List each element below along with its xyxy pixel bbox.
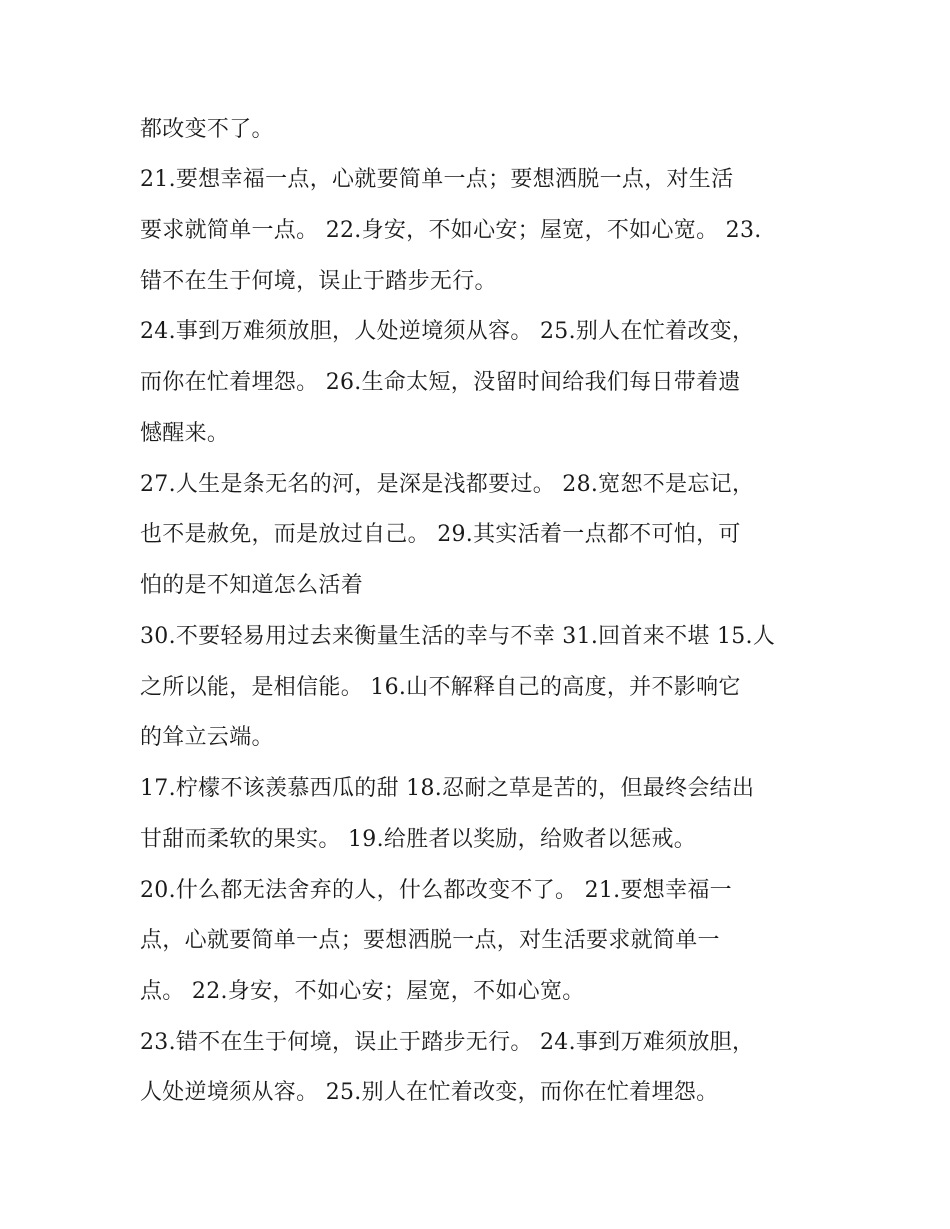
text-line: 人处逆境须从容。 25.别人在忙着改变，而你在忙着埋怨。 [140,1080,719,1105]
text-line: 的耸立云端。 [140,725,274,750]
text-line: 之所以能，是相信能。 16.山不解释自己的高度，并不影响它 [140,675,741,700]
text-line: 憾醒来。 [140,421,230,446]
text-line: 都改变不了。 [140,117,274,142]
text-line: 21.要想幸福一点，心就要简单一点；要想洒脱一点，对生活 [140,167,734,192]
text-line: 20.什么都无法舍弃的人，什么都改变不了。 21.要想幸福一 [140,878,732,903]
text-line: 17.柠檬不该羡慕西瓜的甜 18.忍耐之草是苦的，但最终会结出 [140,776,755,801]
text-line: 也不是赦免，而是放过自己。 29.其实活着一点都不可怕，可 [140,522,741,547]
text-line: 27.人生是条无名的河，是深是浅都要过。 28.宽恕不是忘记， [140,472,755,497]
text-line: 甘甜而柔软的果实。 19.给胜者以奖励，给败者以惩戒。 [140,827,697,852]
text-line: 点。 22.身安，不如心安；屋宽，不如心宽。 [140,979,585,1004]
text-line: 错不在生于何境，误止于踏步无行。 [140,269,497,294]
text-line: 30.不要轻易用过去来衡量生活的幸与不幸 31.回首来不堪 15.人 [140,624,776,649]
text-line: 而你在忙着埋怨。 26.生命太短，没留时间给我们每日带着遗 [140,370,741,395]
text-line: 要求就简单一点。 22.身安，不如心安；屋宽，不如心宽。 23. [140,218,762,243]
text-line: 24.事到万难须放胆，人处逆境须从容。 25.别人在忙着改变， [140,319,755,344]
text-line: 点，心就要简单一点；要想洒脱一点，对生活要求就简单一 [140,928,720,953]
text-line: 23.错不在生于何境，误止于踏步无行。 24.事到万难须放胆， [140,1030,755,1055]
text-line: 怕的是不知道怎么活着 [140,573,364,598]
